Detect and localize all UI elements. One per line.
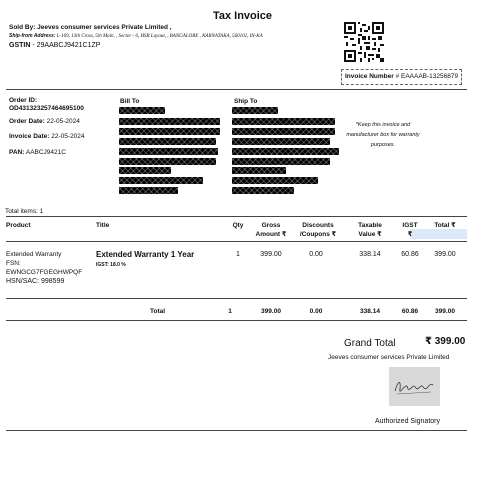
ship-to-redacted-line [232,128,335,135]
header-product: Product [6,222,31,229]
divider [6,320,467,321]
ship-from-value: L-169, 13th Cross, 5th Main, , Sector - 6, HSR Layout, , BANGALORE , KARNATAKA, 560102, IN-KA [56,34,263,39]
warranty-note: *Keep this invoice and manufacturer box for warranty purposes. [346,122,420,148]
header-qty: Qty [232,222,244,229]
company-name: Jeeves consumer services Private Limited [328,354,450,361]
grand-total-value: ₹ 399.00 [425,336,466,347]
bill-to-redacted-line [119,138,216,145]
ship-to-label: Ship To [234,98,258,105]
authorized-signatory: Authorized Signatory [375,418,440,425]
product-name: Extended Warranty [6,251,62,258]
pan-label: PAN: [9,149,25,156]
header-title: Title [96,222,110,229]
totals-qty: 1 [228,308,232,315]
order-date [9,118,80,125]
divider [6,216,467,217]
table-row-product [6,250,86,286]
order-date-label: Order Date: [9,118,45,125]
totals-igst: 60.86 [401,308,419,315]
header-taxable-value: Taxable Value ₹ [358,222,382,238]
invoice-number-label: Invoice Number [345,73,394,80]
ship-to-redacted-line [232,107,278,114]
divider [6,89,467,90]
qr-code-icon [344,22,384,62]
ship-to-redacted-line [232,118,335,125]
signature-image [389,367,440,406]
row-taxable-value: 338.14 [359,251,381,258]
ship-to-redacted-line [232,167,286,174]
row-discounts: 0.00 [309,251,323,258]
divider [6,241,467,242]
totals-label: Total [150,308,166,315]
product-fsn: FSN: EWNGCG7FGEGHWPQF [6,260,83,276]
totals-discounts: 0.00 [309,308,323,315]
header-igst: IGST ₹ [402,222,418,238]
item-igst-note: IGST: 18.0 % [96,262,126,268]
order-id: OD431323257464695100 [9,105,84,112]
signature-icon [389,367,440,406]
ship-to-redacted-line [232,138,330,145]
ship-from-label: Ship-from Address: [9,33,56,39]
row-qty: 1 [236,251,240,258]
ship-to-redacted-line [232,177,318,184]
gstin-label: GSTIN [9,42,31,49]
totals-taxable-value: 338.14 [360,308,380,315]
row-total: 399.00 [434,251,456,258]
totals-total: 399.00 [435,308,455,315]
grand-total-label: Grand Total [344,338,396,349]
pan [9,149,66,156]
gstin-value: - 29AABCJ9421C1ZP [32,42,101,49]
bill-to-redacted-line [119,158,216,165]
row-igst: 60.86 [401,251,419,258]
ship-to-redacted-line [232,148,339,155]
header-total: Total ₹ [434,222,456,229]
bill-to-redacted-line [119,177,203,184]
header-gross-amount: Gross Amount ₹ [255,222,287,238]
invoice-date-value: 22-05-2024 [51,133,85,140]
bill-to-redacted-line [119,128,220,135]
sold-by: Sold By: Jeeves consumer services Private Limited , [9,24,172,31]
invoice-date-label: Invoice Date: [9,133,50,140]
invoice-number-value: # EAAAAB-13256879 [395,73,459,80]
bill-to-redacted-line [119,167,171,174]
bill-to-redacted-line [119,187,178,194]
bill-to-label: Bill To [120,98,140,105]
item-title: Extended Warranty 1 Year [96,250,195,259]
order-id-label: Order ID: [9,97,38,104]
product-hsn: HSN/SAC: 998599 [6,278,65,285]
order-date-value: 22-05-2024 [46,118,80,125]
row-gross-amount: 399.00 [260,251,282,258]
totals-gross-amount: 399.00 [261,308,281,315]
bill-to-redacted-line [119,118,220,125]
bill-to-redacted-line [119,107,165,114]
total-items: Total items: 1 [5,208,44,215]
bill-to-redacted-line [119,148,218,155]
header-discounts: Discounts /Coupons ₹ [299,222,337,238]
divider [6,430,467,431]
ship-to-redacted-line [232,158,330,165]
invoice-number [341,69,462,85]
invoice-date [9,133,85,140]
invoice-title: Tax Invoice [212,10,273,22]
divider [6,298,467,299]
gstin [9,42,100,49]
ship-from-address [9,33,263,39]
ship-to-redacted-line [232,187,294,194]
pan-value: AABCJ9421C [25,149,66,156]
